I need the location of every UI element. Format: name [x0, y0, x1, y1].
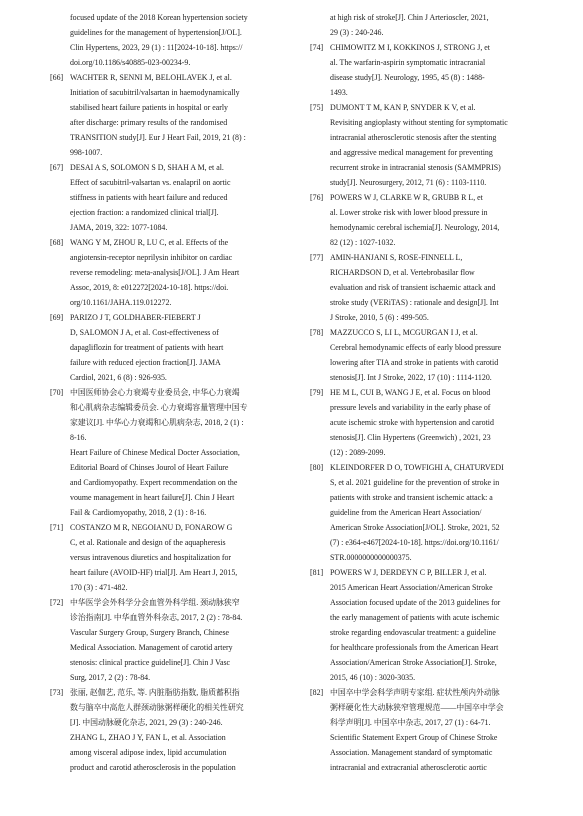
- reference-entry: [52, 235, 292, 310]
- reference-line: 粥样硬化性大动脉狭窄管理规范——中国卒中学会: [330, 703, 504, 712]
- reference-line: versus intravenous diuretics and hospitalization for: [70, 553, 232, 562]
- reference-line: al. The warfarin-aspirin symptomatic intracranial: [330, 58, 486, 67]
- reference-entry: [312, 40, 548, 100]
- reference-line: guideline from the American Heart Association/: [330, 508, 482, 517]
- reference-line: lowering after TIA and stroke in patients with carotid: [330, 358, 499, 367]
- reference-number: [75]: [310, 103, 324, 112]
- reference-line: POWERS W J, DERDEYN C P, BILLER J, et al.: [330, 568, 487, 577]
- reference-line: after discharge: primary results of the randomised: [70, 118, 228, 127]
- reference-line: stenosis[J]. Int J Stroke, 2022, 17 (10) : 1114-1120.: [330, 373, 492, 382]
- reference-line: Initiation of sacubitril/valsartan in haemodynamically: [70, 88, 240, 97]
- reference-line: 82 (12) : 1027-1032.: [330, 238, 396, 247]
- reference-line: CHIMOWITZ M I, KOKKINOS J, STRONG J, et: [330, 43, 490, 52]
- reference-text: [330, 40, 548, 100]
- reference-entry: [52, 160, 292, 235]
- reference-entry: [52, 10, 292, 70]
- reference-line: among visceral adipose index, lipid accumulation: [70, 748, 227, 757]
- reference-line: 29 (3) : 240-246.: [330, 28, 384, 37]
- reference-line: doi.org/10.1186/s40885-023-00234-9.: [70, 58, 191, 67]
- reference-text: [330, 685, 548, 775]
- reference-line: KLEINDORFER D O, TOWFIGHI A, CHATURVEDI: [330, 463, 504, 472]
- reference-line: evaluation and risk of transient ischaemic attack and: [330, 283, 496, 292]
- reference-line: for healthcare professionals from the American Heart: [330, 643, 499, 652]
- reference-line: (7) : e364-e467[2024-10-18]. https://doi.org/10.1161/: [330, 538, 499, 547]
- reference-line: 张丽, 赵伽艺, 范乐, 等. 内脏脂肪指数, 脂质蓄积指: [70, 688, 240, 697]
- reference-line: recurrent stroke in intracranial stenosis (SAMMPRIS): [330, 163, 501, 172]
- reference-line: S, et al. 2021 guideline for the prevention of stroke in: [330, 478, 500, 487]
- reference-text: [330, 190, 548, 250]
- reference-line: C, et al. Rationale and design of the aquapheresis: [70, 538, 226, 547]
- reference-line: stenosis[J]. Clin Hypertens (Greenwich) , 2021, 23: [330, 433, 491, 442]
- reference-number: [72]: [50, 598, 64, 607]
- reference-number: [67]: [50, 163, 64, 172]
- reference-line: ZHANG L, ZHAO J Y, FAN L, et al. Association: [70, 733, 226, 742]
- reference-entry: [52, 595, 292, 685]
- reference-line: stenosis: clinical practice guideline[J]. Chin J Vasc: [70, 658, 231, 667]
- reference-line: D, SALOMON J A, et al. Cost-effectiveness of: [70, 328, 219, 337]
- reference-text: [70, 385, 292, 520]
- reference-entry: [52, 685, 292, 775]
- reference-line: Assoc, 2019, 8: e012272[2024-10-18]. https://doi.: [70, 283, 229, 292]
- reference-entry: [312, 190, 548, 250]
- reference-line: stroke regarding endovascular treatment: a guideline: [330, 628, 496, 637]
- reference-text: [330, 100, 548, 190]
- reference-line: DUMONT T M, KAN P, SNYDER K V, et al.: [330, 103, 476, 112]
- reference-text: [330, 460, 548, 565]
- reference-line: 家建议[J]. 中华心力衰竭和心肌病杂志, 2018, 2 (1) :: [70, 418, 244, 427]
- reference-number: [77]: [310, 253, 324, 262]
- reference-line: Cardiol, 2021, 6 (8) : 926-935.: [70, 373, 167, 382]
- reference-entry: [52, 520, 292, 595]
- reference-number: [79]: [310, 388, 324, 397]
- reference-line: Effect of sacubitril-valsartan vs. enalapril on aortic: [70, 178, 231, 187]
- reference-text: [70, 235, 292, 310]
- reference-line: stiffness in patients with heart failure and reduced: [70, 193, 228, 202]
- reference-line: hemodynamic cerebral ischemia[J]. Neurology, 2014,: [330, 223, 500, 232]
- reference-line: COSTANZO M R, NEGOIANU D, FONAROW G: [70, 523, 233, 532]
- reference-entry: [312, 565, 548, 685]
- reference-line: RICHARDSON D, et al. Vertebrobasilar flow: [330, 268, 475, 277]
- reference-line: dapagliflozin for treatment of patients with heart: [70, 343, 224, 352]
- reference-line: Association/American Stroke Association[J]. Stroke,: [330, 658, 497, 667]
- reference-line: heart failure (AVOID-HF) trial[J]. Am Heart J, 2015,: [70, 568, 238, 577]
- reference-line: stroke study (VERiTAS) : rationale and design[J]. Int: [330, 298, 499, 307]
- reference-line: Vascular Surgery Group, Surgery Branch, Chinese: [70, 628, 230, 637]
- reference-line: 和心肌病杂志编辑委员会. 心力衰竭容量管理中国专: [70, 403, 248, 412]
- reference-line: guidelines for the management of hypertension[J/OL].: [70, 28, 242, 37]
- reference-line: [J]. 中国动脉硬化杂志, 2021, 29 (3) : 240-246.: [70, 718, 223, 727]
- reference-line: Fail & Cardiomyopathy, 2018, 2 (1) : 8-16.: [70, 508, 207, 517]
- reference-line: 中国卒中学会科学声明专家组. 症状性颅内外动脉: [330, 688, 500, 697]
- reference-entry: [312, 325, 548, 385]
- reference-text: [330, 10, 548, 40]
- reference-line: Medical Association. Management of carotid artery: [70, 643, 233, 652]
- reference-number: [82]: [310, 688, 324, 697]
- reference-line: intracranial atherosclerotic stenosis after the stenting: [330, 133, 497, 142]
- reference-line: 2015 American Heart Association/American Stroke: [330, 583, 493, 592]
- reference-line: at high risk of stroke[J]. Chin J Arterioscler, 2021,: [330, 13, 489, 22]
- reference-line: (12) : 2089-2099.: [330, 448, 386, 457]
- reference-number: [71]: [50, 523, 64, 532]
- reference-line: failure with reduced ejection fraction[J]. JAMA: [70, 358, 221, 367]
- reference-line: American Stroke Association[J/OL]. Stroke, 2021, 52: [330, 523, 500, 532]
- reference-entry: [312, 385, 548, 460]
- reference-text: [330, 325, 548, 385]
- reference-entry: [52, 310, 292, 385]
- right-column: [312, 10, 548, 810]
- reference-line: HE M L, CUI B, WANG J E, et al. Focus on blood: [330, 388, 491, 397]
- reference-line: MAZZUCCO S, LI L, MCGURGAN I J, et al.: [330, 328, 478, 337]
- reference-line: product and carotid atherosclerosis in the population: [70, 763, 236, 772]
- reference-line: 中华医学会外科学分会血管外科学组. 颈动脉狭窄: [70, 598, 240, 607]
- reference-text: [70, 10, 292, 70]
- reference-line: 中国医师协会心力衰竭专业委员会, 中华心力衰竭: [70, 388, 240, 397]
- reference-line: and aggressive medical management for preventing: [330, 148, 493, 157]
- reference-number: [78]: [310, 328, 324, 337]
- reference-number: [81]: [310, 568, 324, 577]
- reference-line: Clin Hypertens, 2023, 29 (1) : 11[2024-10-18]. https://: [70, 43, 243, 52]
- reference-line: 170 (3) : 471-482.: [70, 583, 128, 592]
- reference-line: the early management of patients with acute ischemic: [330, 613, 500, 622]
- reference-line: reverse remodeling: meta-analysis[J/OL]. J Am Heart: [70, 268, 240, 277]
- reference-line: ejection fraction: a randomized clinical trial[J].: [70, 208, 219, 217]
- reference-number: [73]: [50, 688, 64, 697]
- reference-page: [52, 10, 548, 810]
- reference-number: [69]: [50, 313, 64, 322]
- reference-line: Association. Management standard of symptomatic: [330, 748, 493, 757]
- reference-line: al. Lower stroke risk with lower blood pressure in: [330, 208, 488, 217]
- reference-text: [330, 385, 548, 460]
- reference-line: angiotensin-receptor neprilysin inhibitor on cardiac: [70, 253, 233, 262]
- reference-text: [70, 595, 292, 685]
- reference-line: Scientific Statement Expert Group of Chinese Stroke: [330, 733, 498, 742]
- reference-entry: [312, 100, 548, 190]
- reference-text: [330, 250, 548, 325]
- reference-line: AMIN-HANJANI S, ROSE-FINNELL L,: [330, 253, 463, 262]
- reference-line: Heart Failure of Chinese Medical Docter Association,: [70, 448, 240, 457]
- reference-text: [70, 520, 292, 595]
- reference-line: Cerebral hemodynamic effects of early blood pressure: [330, 343, 502, 352]
- reference-line: 1493.: [330, 88, 348, 97]
- reference-line: Editorial Board of Chinses Jourol of Heart Failure: [70, 463, 229, 472]
- reference-line: pressure levels and variability in the early phase of: [330, 403, 491, 412]
- reference-text: [70, 70, 292, 160]
- reference-entry: [312, 685, 548, 775]
- reference-line: Surg, 2017, 2 (2) : 78-84.: [70, 673, 151, 682]
- reference-number: [80]: [310, 463, 324, 472]
- reference-line: 998-1007.: [70, 148, 103, 157]
- reference-line: TRANSITION study[J]. Eur J Heart Fail, 2019, 21 (8) :: [70, 133, 246, 142]
- reference-line: study[J]. Neurosurgery, 2012, 71 (6) : 1103-1110.: [330, 178, 487, 187]
- left-column: [52, 10, 292, 810]
- reference-line: acute ischemic stroke with hypertension and carotid: [330, 418, 494, 427]
- reference-number: [68]: [50, 238, 64, 247]
- reference-line: 诊治指南[J]. 中华血管外科杂志, 2017, 2 (2) : 78-84.: [70, 613, 243, 622]
- reference-line: and Cardiomyopathy. Expert recommendation on the: [70, 478, 238, 487]
- reference-text: [70, 160, 292, 235]
- reference-line: 2015, 46 (10) : 3020-3035.: [330, 673, 416, 682]
- reference-number: [70]: [50, 388, 64, 397]
- reference-line: 科学声明[J]. 中国卒中杂志, 2017, 27 (1) : 64-71.: [330, 718, 491, 727]
- reference-number: [66]: [50, 73, 64, 82]
- reference-line: 8-16.: [70, 433, 87, 442]
- reference-line: patients with stroke and transient ischemic attack: a: [330, 493, 493, 502]
- reference-line: focused update of the 2018 Korean hypertension society: [70, 13, 248, 22]
- reference-text: [70, 685, 292, 775]
- reference-line: stabilised heart failure patients in hospital or early: [70, 103, 228, 112]
- reference-line: STR.0000000000000375.: [330, 553, 412, 562]
- reference-number: [74]: [310, 43, 324, 52]
- reference-number: [76]: [310, 193, 324, 202]
- reference-entry: [312, 250, 548, 325]
- reference-line: JAMA, 2019, 322: 1077-1084.: [70, 223, 168, 232]
- reference-text: [70, 310, 292, 385]
- reference-line: J Stroke, 2010, 5 (6) : 499-505.: [330, 313, 429, 322]
- reference-text: [330, 565, 548, 685]
- reference-line: Revisiting angioplasty without stenting for symptomatic: [330, 118, 508, 127]
- reference-line: Association focused update of the 2013 guidelines for: [330, 598, 501, 607]
- reference-line: voume management in heart failure[J]. Chin J Heart: [70, 493, 235, 502]
- reference-line: org/10.1161/JAHA.119.012272.: [70, 298, 172, 307]
- reference-line: POWERS W J, CLARKE W R, GRUBB R L, et: [330, 193, 483, 202]
- reference-line: intracranial and extracranial atherosclerotic aortic: [330, 763, 487, 772]
- reference-entry: [312, 460, 548, 565]
- reference-line: PARIZO J T, GOLDHABER-FIEBERT J: [70, 313, 201, 322]
- reference-line: disease study[J]. Neurology, 1995, 45 (8) : 1488-: [330, 73, 485, 82]
- reference-entry: [312, 10, 548, 40]
- reference-line: 数与脑卒中高危人群颈动脉粥样硬化的相关性研究: [70, 703, 244, 712]
- reference-entry: [52, 70, 292, 160]
- reference-line: WANG Y M, ZHOU R, LU C, et al. Effects of the: [70, 238, 229, 247]
- reference-entry: [52, 385, 292, 520]
- reference-line: DESAI A S, SOLOMON S D, SHAH A M, et al.: [70, 163, 224, 172]
- reference-line: WACHTER R, SENNI M, BELOHLAVEK J, et al.: [70, 73, 232, 82]
